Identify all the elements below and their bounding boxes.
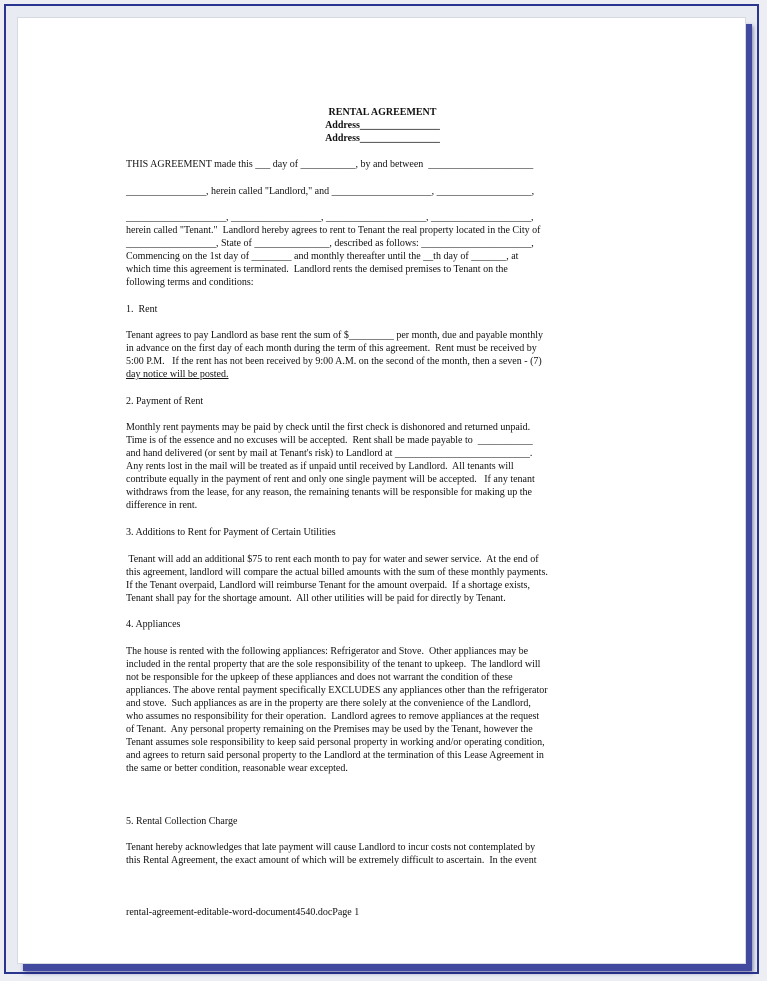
document-title: RENTAL AGREEMENT <box>328 107 437 118</box>
section-line: appliances. The above rental payment specifically EXCLUDES any appliances other than the refrigerator <box>126 685 548 696</box>
section-line: Time is of the essence and no excuses will be accepted. Rent shall be made payable to ___________ <box>126 435 533 446</box>
intro-line: __________________, State of _______________, described as follows: ______________________, <box>126 238 534 249</box>
section-line: The house is rented with the following appliances: Refrigerator and Stove. Other appliances may be <box>126 646 529 657</box>
section-line: this Rental Agreement, the exact amount of which will be extremely difficult to ascertain. In the event <box>126 855 537 866</box>
section-line: Tenant agrees to pay Landlord as base rent the sum of $_________ per month, due and payable monthly <box>126 330 543 341</box>
section-line: in advance on the first day of each month during the term of this agreement. Rent must be received by <box>126 343 537 354</box>
section-line: of Tenant. Any personal property remaining on the Premises may be used by the Tenant, however the <box>126 724 533 735</box>
section-line: this agreement, landlord will compare the actual billed amounts with the sum of these monthly payments. <box>126 567 548 578</box>
section-line: not be responsible for the upkeep of these appliances and does not warrant the condition of these <box>126 672 513 683</box>
intro-line: herein called "Tenant." Landlord hereby agrees to rent to Tenant the real property located in the City of <box>126 225 541 236</box>
section-line: Tenant assumes sole responsibility to keep said personal property in working and/or operating condition, <box>126 737 545 748</box>
section-heading-payment: 2. Payment of Rent <box>126 396 204 407</box>
section-line: If the Tenant overpaid, Landlord will reimburse Tenant for the amount overpaid. If a shortage exists, <box>126 580 530 591</box>
section-line: 5:00 P.M. If the rent has not been received by 9:00 A.M. on the second of the month, then a seven - (7) <box>126 356 542 367</box>
section-line: contribute equally in the payment of rent and only one single payment will be accepted. If any tenant <box>126 474 535 485</box>
section-line: and stove. Such appliances as are in the property are there solely at the convenience of the Landlord, <box>126 698 531 709</box>
address-line-1: Address________________ <box>325 120 440 131</box>
intro-line: ________________, herein called "Landlord," and ____________________, ___________________, <box>126 186 535 197</box>
intro-line: Commencing on the 1st day of ________ and monthly thereafter until the __th day of _______, at <box>126 251 519 262</box>
section-line: and agrees to return said personal property to the Landlord at the termination of this Lease Agreement in <box>126 750 544 761</box>
intro-line: THIS AGREEMENT made this ___ day of ___________, by and between _____________________ <box>126 159 534 170</box>
section-line: Tenant will add an additional $75 to rent each month to pay for water and sewer service. At the end of <box>126 554 539 565</box>
intro-line: following terms and conditions: <box>126 277 254 288</box>
intro-line: which time this agreement is terminated. Landlord rents the demised premises to Tenant on the <box>126 264 508 275</box>
intro-line: ____________________, __________________, ____________________, ____________________, <box>126 212 534 223</box>
section-line: the same or better condition, reasonable wear excepted. <box>126 763 348 774</box>
section-line: difference in rent. <box>126 500 198 511</box>
section-line: Tenant shall pay for the shortage amount. All other utilities will be paid for directly by Tenant. <box>126 593 506 604</box>
page-footer: rental-agreement-editable-word-document4540.docPage 1 <box>126 907 360 918</box>
section-line: Tenant hereby acknowledges that late payment will cause Landlord to incur costs not contemplated by <box>126 842 536 853</box>
section-heading-collection-charge: 5. Rental Collection Charge <box>126 816 238 827</box>
address-line-2: Address________________ <box>325 133 440 144</box>
section-line: withdraws from the lease, for any reason, the remaining tenants will be responsible for making up the <box>126 487 532 498</box>
section-line: included in the rental property that are the sole responsibility of the tenant to upkeep. The landlord will <box>126 659 541 670</box>
section-line: and hand delivered (or sent by mail at Tenant's risk) to Landlord at ___________________________. <box>126 448 533 459</box>
section-heading-rent: 1. Rent <box>126 304 158 315</box>
section-heading-appliances: 4. Appliances <box>126 619 181 630</box>
section-line: day notice will be posted. <box>126 369 229 380</box>
section-heading-utilities: 3. Additions to Rent for Payment of Certain Utilities <box>126 527 336 538</box>
section-line: who assumes no responsibility for their operation. Landlord agrees to remove appliances at the request <box>126 711 540 722</box>
section-line: Any rents lost in the mail will be treated as if unpaid until received by Landlord. All tenants will <box>126 461 514 472</box>
section-line: Monthly rent payments may be paid by check until the first check is dishonored and returned unpaid. <box>126 422 531 433</box>
